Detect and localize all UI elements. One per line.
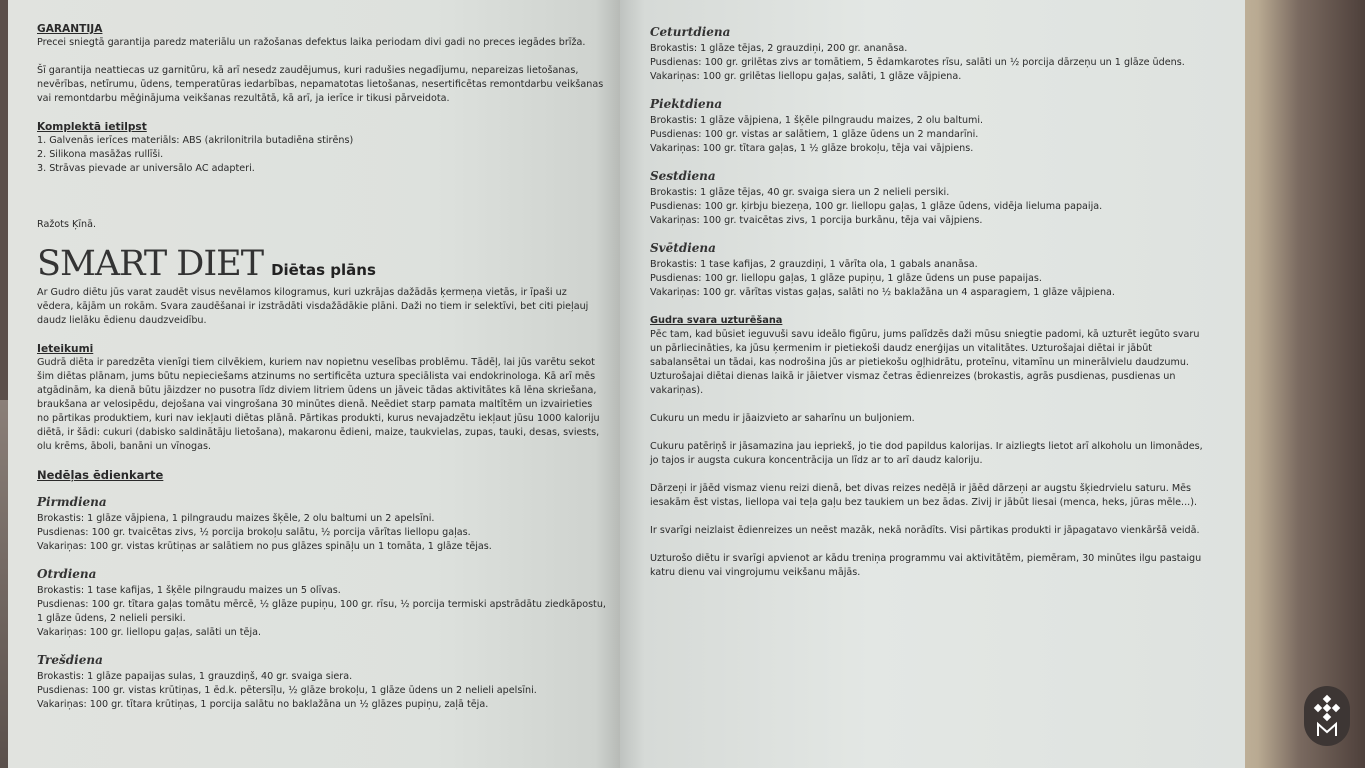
meal-line: Vakariņas: 100 gr. liellopu gaļas, salāti un tēja.: [37, 627, 262, 638]
meal-line: Brokastis: 1 tase kafijas, 2 grauzdiņi, 1 vārīta ola, 1 gabals ananāsa.: [650, 259, 978, 270]
left-page: [8, 0, 620, 768]
uzturesana-paragraph: Dārzeņi ir jāēd vismaz vienu reizi dienā, bet divas reizes nedēļā ir jāēd dārzeņi ar augstu šķiedrvielu saturu. Mēs iesakām ēst vistas, liellopa vai teļa gaļu bez taukiem un bez ādas. Zivij ir jābūt liesai (menca, heks, jūras mēle...).: [650, 483, 1198, 508]
meal-line: Pusdienas: 100 gr. tvaicētas zivs, ½ porcija brokoļu salātu, ½ porcija vārītas liellopu gaļas.: [37, 527, 471, 538]
meal-line: Brokastis: 1 glāze vājpiena, 1 pilngraudu maizes šķēle, 2 olu baltumi un 2 apelsīni.: [37, 513, 435, 524]
day-block: [650, 168, 1205, 228]
brand-name: SMART DIET: [37, 244, 264, 284]
meal-line: Pusdienas: 100 gr. vistas krūtiņas, 1 ēd.k. pētersīļu, ½ glāze brokoļu, 1 glāze ūdens un 2 nelieli apelsīni.: [37, 685, 537, 696]
day-block: [37, 494, 606, 554]
komplekta-item: 2. Silikona masāžas rullīši.: [37, 149, 164, 160]
day-title: Ceturtdiena: [650, 25, 731, 39]
uzturesana-paragraph: Pēc tam, kad būsiet ieguvuši savu ideālo figūru, jums palīdzēs daži mūsu sniegtie padomi, kā uzturēt iegūto svaru un pārliecināties, ka jūsu ķermenim ir pietiekoši daudz enerģijas un vitalitātes. Uzturošajai diētai ir jābūt sabalansētai un tādai, kas nodrošina jūs ar pietiekošu ogļhidrātu, proteīnu, vitamīnu un minerālvielu daudzumu. Uzturošajai diētai dienas laikā ir jāietver vismaz četras ēdienreizes (brokastis, agrās pusdienas, pusdienas un vakariņas).: [650, 329, 1200, 396]
meal-line: Pusdienas: 100 gr. grilētas zivs ar tomātiem, 5 ēdamkarotes rīsu, salāti un ½ porcija dārzeņu un 1 glāze ūdens.: [650, 57, 1185, 68]
komplekta-heading: Komplektā ietilpst: [37, 121, 147, 133]
meal-line: Brokastis: 1 glāze tējas, 2 grauzdiņi, 200 gr. ananāsa.: [650, 43, 908, 54]
ieteikumi-heading: Ieteikumi: [37, 343, 94, 355]
day-title: Piektdiena: [650, 97, 723, 111]
menu-heading: Nedēļas ēdienkarte: [37, 468, 164, 482]
meal-line: Brokastis: 1 glāze vājpiena, 1 šķēle pilngraudu maizes, 2 olu baltumi.: [650, 115, 984, 126]
garantija-heading: GARANTIJA: [37, 23, 103, 35]
meal-line: Vakariņas: 100 gr. tītara gaļas, 1 ½ glāze brokoļu, tēja vai vājpiens.: [650, 143, 974, 154]
meal-line: Vakariņas: 100 gr. grilētas liellopu gaļas, salāti, 1 glāze vājpiena.: [650, 71, 962, 82]
meal-line: Pusdienas: 100 gr. liellopu gaļas, 1 glāze pupiņu, 1 glāze ūdens un puse papaijas.: [650, 273, 1042, 284]
komplekta-item: 1. Galvenās ierīces materiāls: ABS (akrilonitrila butadiēna stirēns): [37, 135, 354, 146]
garantija-paragraph-1: Precei sniegtā garantija paredz materiālu un ražošanas defektus laika periodam divi gadi no preces iegādes brīža.: [37, 37, 586, 48]
day-block: [650, 96, 1205, 156]
uzturesana-paragraph: Cukuru un medu ir jāaizvieto ar saharīnu un buljoniem.: [650, 413, 915, 424]
meal-line: Vakariņas: 100 gr. vārītas vistas gaļas, salāti no ½ baklažāna un 4 asparagiem, 1 glāze vājpiena.: [650, 287, 1115, 298]
brand-subtitle: Diētas plāns: [271, 261, 376, 279]
meal-line: Vakariņas: 100 gr. vistas krūtiņas ar salātiem no pus glāzes spināļu un 1 tomāta, 1 glāze tējas.: [37, 541, 492, 552]
meal-line: Vakariņas: 100 gr. tvaicētas zivs, 1 porcija burkānu, tēja vai vājpiens.: [650, 215, 983, 226]
day-title: Svētdiena: [650, 241, 716, 255]
meal-line: Pusdienas: 100 gr. vistas ar salātiem, 1 glāze ūdens un 2 mandarīni.: [650, 129, 979, 140]
uzturesana-paragraph: Cukuru patēriņš ir jāsamazina jau iepriekš, jo tie dod papildus kalorijas. Ir aizliegts lietot arī alkoholu un limonādes, jo tajos ir augsta cukura koncentrācija un līdz ar to arī daudz kaloriju.: [650, 441, 1203, 466]
day-block: [650, 240, 1205, 300]
made-in-note: Ražots Ķīnā.: [37, 219, 97, 230]
day-block: [37, 566, 606, 640]
uzturesana-paragraph: Ir svarīgi neizlaist ēdienreizes un neēst mazāk, nekā norādīts. Visi pārtikas produkti ir jāpagatavo vienkāršā veidā.: [650, 525, 1200, 536]
uzturesana-paragraph: Uzturošo diētu ir svarīgi apvienot ar kādu treniņa programmu vai aktivitātēm, piemēram, 30 minūtes ilgu pastaigu katru dienu vai vingrojumu veikšanu mājās.: [650, 553, 1202, 578]
meal-line: Brokastis: 1 glāze papaijas sulas, 1 grauzdiņš, 40 gr. svaiga siera.: [37, 671, 353, 682]
meal-line: Brokastis: 1 tase kafijas, 1 šķēle pilngraudu maizes un 5 olīvas.: [37, 585, 341, 596]
day-block: [37, 652, 606, 712]
right-page: [620, 0, 1245, 768]
meal-line: Pusdienas: 100 gr. ķirbju biezeņa, 100 gr. liellopu gaļas, 1 glāze ūdens, vidēja lieluma papaija.: [650, 201, 1103, 212]
ornament-logo-icon: [1304, 686, 1350, 746]
meal-line: Vakariņas: 100 gr. tītara krūtiņas, 1 porcija salātu no baklažāna un ½ glāzes pupiņu, zaļā tēja.: [37, 699, 489, 710]
day-block: [650, 24, 1205, 84]
komplekta-item: 3. Strāvas pievade ar universālo AC adapteri.: [37, 163, 255, 174]
intro-paragraph: Ar Gudro diētu jūs varat zaudēt visus nevēlamos kilogramus, kuri uzkrājas dažādās ķermeņa vietās, ir īpaši uz vēdera, kājām un rokām. Svara zaudēšanai ir izstrādāti visdažādākie plāni. Daži no tiem ir selektīvi, bet citi pieļauj daudz lielāku ēdienu daudzveidību.: [37, 287, 589, 326]
day-title: Otrdiena: [37, 567, 97, 581]
uzturesana-heading: Gudra svara uzturēšana: [650, 315, 783, 326]
day-title: Pirmdiena: [37, 495, 107, 509]
meal-line: Brokastis: 1 glāze tējas, 40 gr. svaiga siera un 2 nelieli persiki.: [650, 187, 950, 198]
garantija-paragraph-2: Šī garantija neattiecas uz garnitūru, kā arī nesedz zaudējumus, kuri radušies negadījumu, nepareizas lietošanas, nevērības, netīrumu, ūdens, temperatūras iedarbības, nepamatotas lietošanas, nesertificētas remontdarbu veikšanas vai remontdarbu mēģinājuma veikšanas rezultātā, kā arī, ja ierīce ir tikusi pārveidota.: [37, 65, 604, 104]
day-title: Trešdiena: [37, 653, 103, 667]
brand-title: [37, 246, 606, 282]
ieteikumi-paragraph: Gudrā diēta ir paredzēta vienīgi tiem cilvēkiem, kuriem nav nopietnu veselības problēmu. Tādēļ, lai jūs varētu sekot šim diētas plānam, jums būtu nepieciešams atzinums no sertificēta uztura speciālista vai endokrinologa. Kā arī mēs atgādinām, ka dienā būtu jāizdzer no pusotra līdz diviem litriem ūdens un jāveic tādas aktivitātes kā lēna skriešana, braukšana ar velosipēdu, dejošana vai vingrošana 30 minūtes dienā. Neēdiet starp pamata maltītēm un izvairieties no pārtikas produktiem, kuri nav iekļauti diētas plānā. Pārtikas produkti, kurus nevajadzētu iekļaut jūsu 1000 kaloriju diētā, ir šādi: cukuri (dabisko saldinātāju lietošana), makaronu ēdieni, maize, taukvielas, zupas, tauki, desas, sviests, olu krēms, āboli, banāni un vīnogas.: [37, 357, 600, 452]
day-title: Sestdiena: [650, 169, 716, 183]
meal-line: Pusdienas: 100 gr. tītara gaļas tomātu mērcē, ½ glāze pupiņu, 100 gr. rīsu, ½ porcija termiski apstrādātu ziedkāpostu, 1 glāze ūdens, 2 nelieli persiki.: [37, 599, 606, 624]
